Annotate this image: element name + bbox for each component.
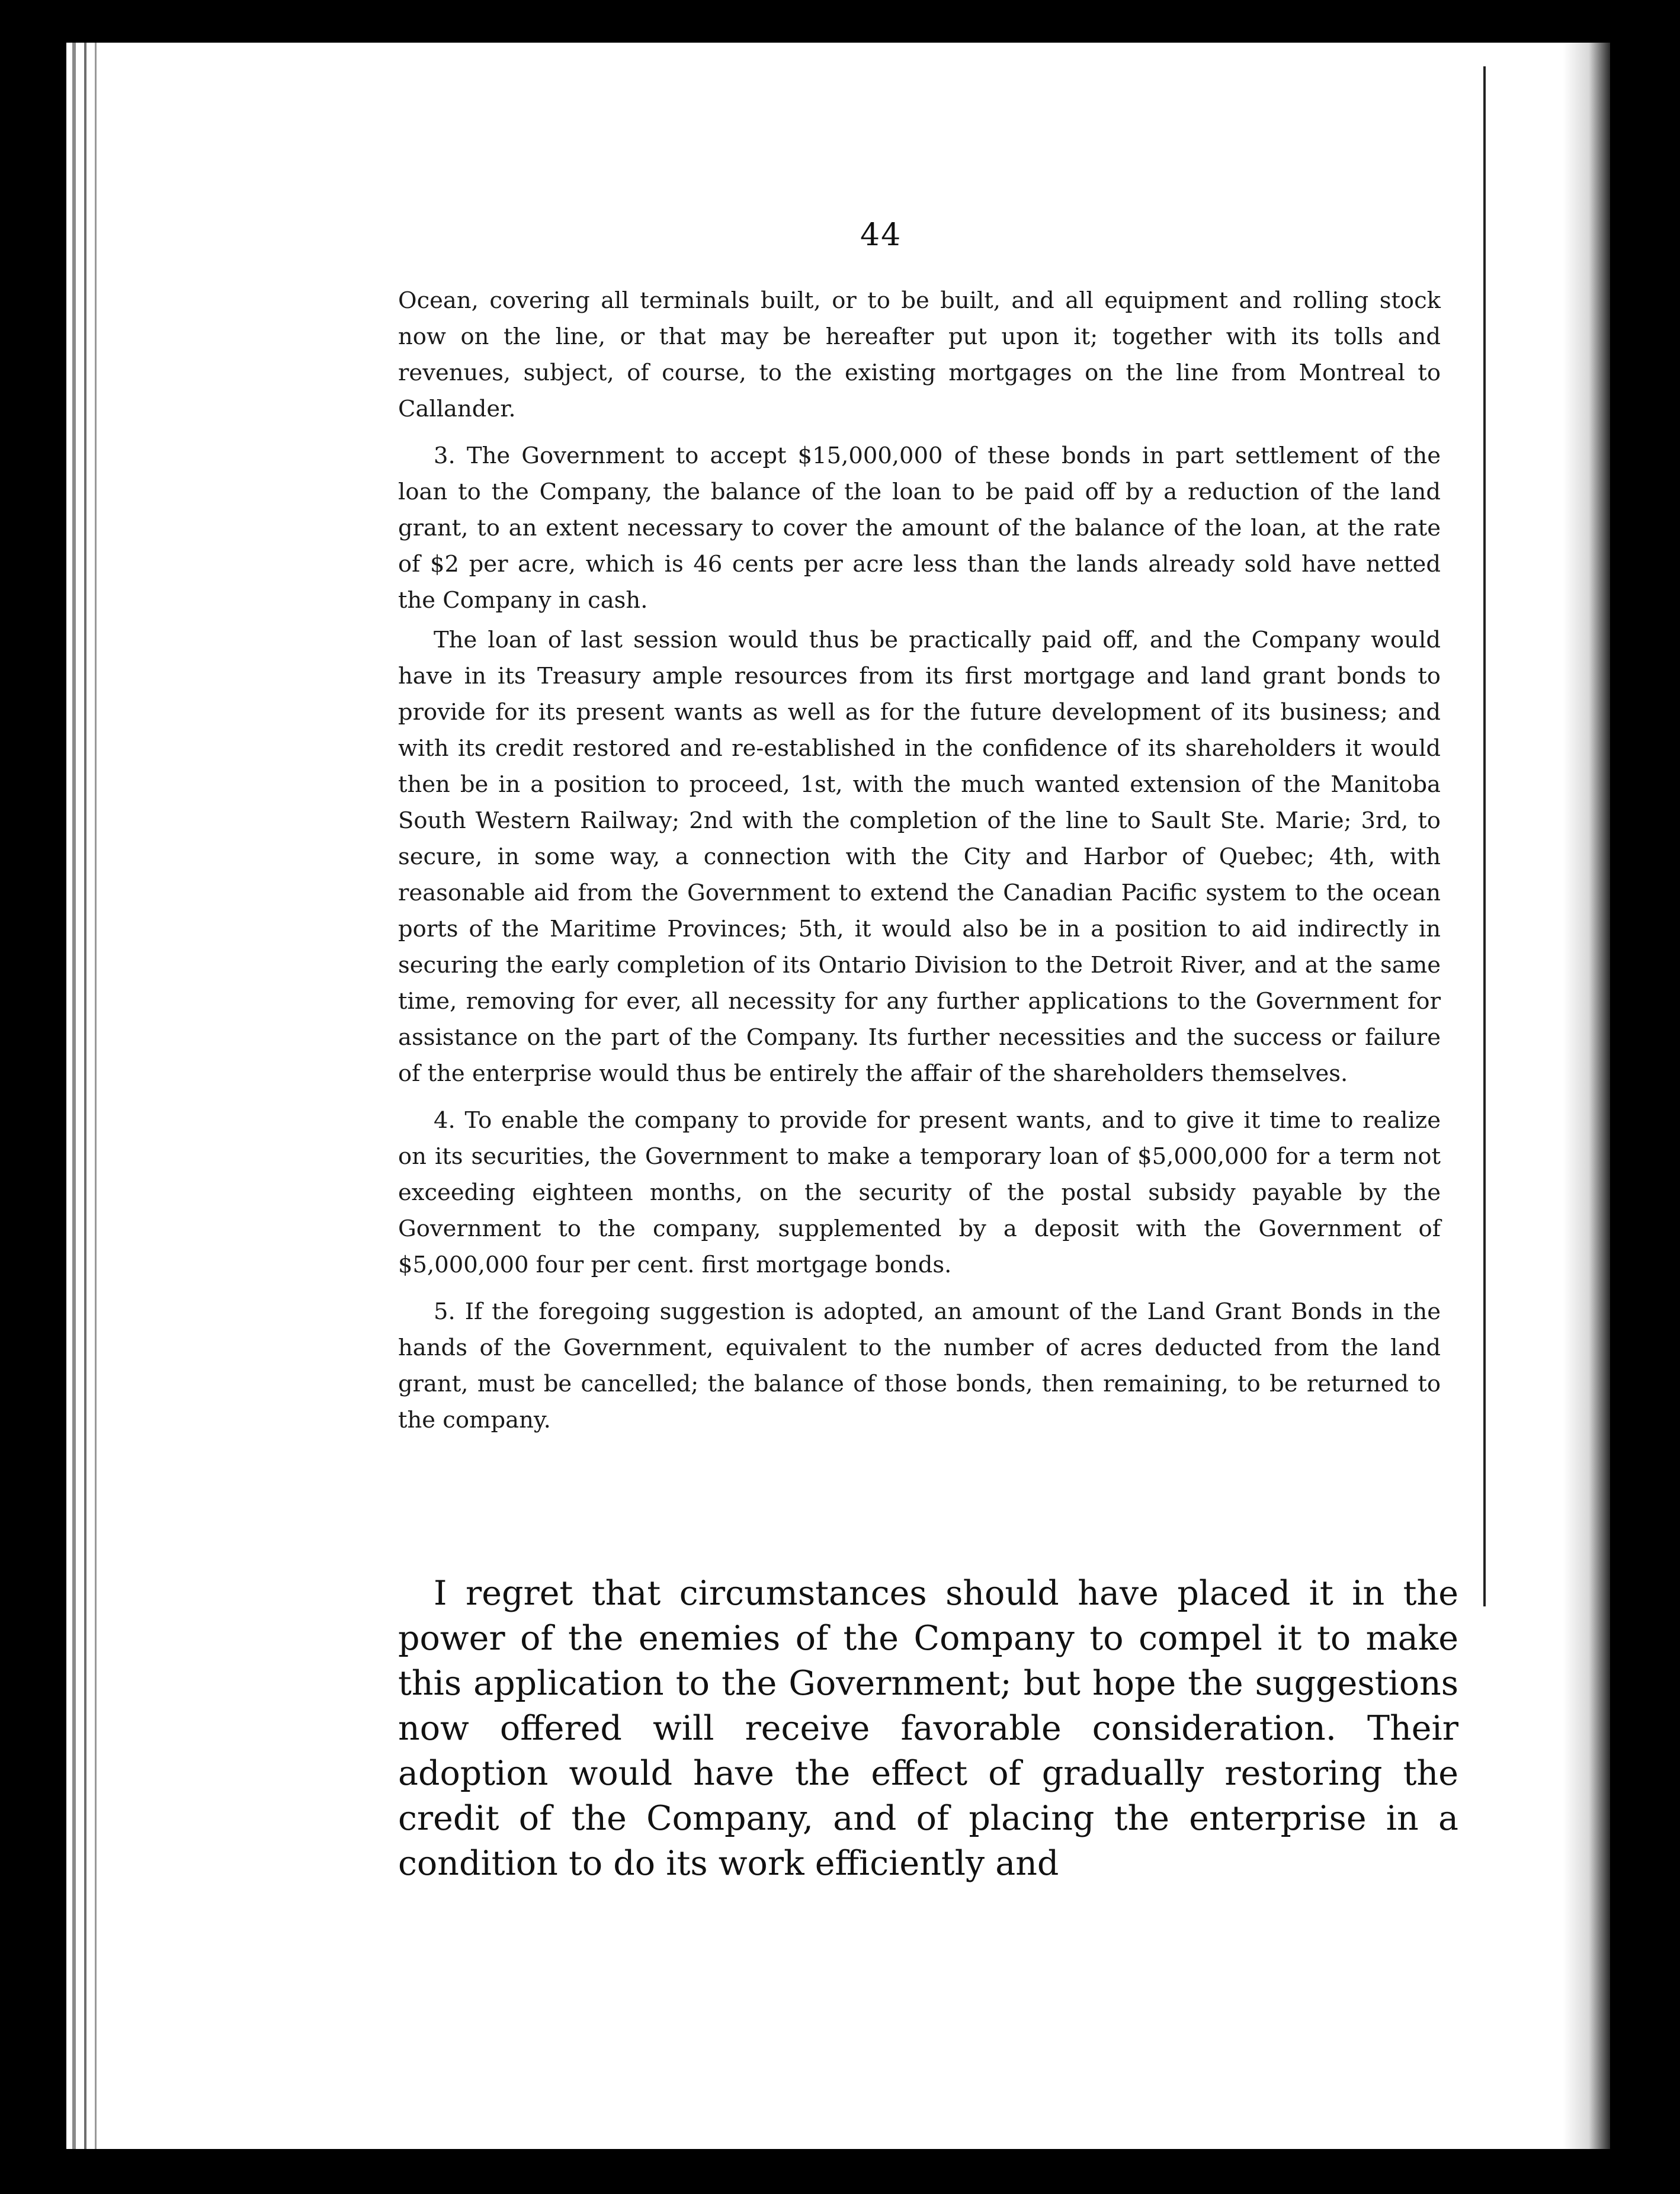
paragraph-item-4: 4. To enable the company to provide for present wants, and to give it time to realize on its securities, the Government to make a temporary loan of $5,000,000 for a term not exceeding eighteen months, on the security of the postal subsidy payable by the Government to the company, supplemented by a deposit with the Government of $5,000,000 four per cent. first mortgage bonds. [398,1107,1441,1278]
page-fold-line [1483,66,1486,1606]
binding-edge [84,43,86,2149]
page-edge-shadow [1563,43,1610,2149]
binding-edge [72,43,76,2149]
continuation-paragraph: Ocean, covering all terminals built, or to be built, and all equipment and rolling stock now on the line, or that may be hereafter put upon it; together with its tolls and revenues, subject, of course, to the existing mortgages on the line from Montreal to Callander. [398,287,1441,422]
scanned-page [66,43,1610,2149]
large-print-paragraph: I regret that circumstances should have placed it in the power of the enemies of the Company to compel it to make this application to the Government; but hope the suggestions now offered will receive favorable consideration. Their adoption would have the effect of gradually restoring the credit of the Company, and of placing the enterprise in a condition to do its work efficiently and [398,1574,1458,1883]
small-print-section [398,283,1441,1449]
paragraph-item-5: 5. If the foregoing suggestion is adopted, an amount of the Land Grant Bonds in the hands of the Government, equivalent to the number of acres deducted from the land grant, must be cancelled; the balance of those bonds, then remaining, to be returned to the company. [398,1298,1441,1433]
binding-edge [95,43,97,2149]
paragraph-item-3-continued: The loan of last session would thus be practically paid off, and the Company would have in its Treasury ample resources from its first mortgage and land grant bonds to provide for its present wants as well as for the future development of its business; and with its credit restored and re-established in the confidence of its shareholders it would then be in a position to proceed, 1st, with the much wanted extension of the Manitoba South Western Railway; 2nd with the completion of the line to Sault Ste. Marie; 3rd, to secure, in some way, a connection with the City and Harbor of Quebec; 4th, with reasonable aid from the Government to extend the Canadian Pacific system to the ocean ports of the Maritime Provinces; 5th, it would also be in a position to aid indirectly in securing the early completion of its Ontario Division to the Detroit River, and at the same time, removing for ever, all necessity for any further applications to the Government for assistance on the part of the Company. Its further necessities and the success or failure of the enterprise would thus be entirely the affair of the shareholders themselves. [398,627,1441,1087]
page-number: 44 [860,217,902,253]
paragraph-item-3: 3. The Government to accept $15,000,000 of these bonds in part settlement of the loan to the Company, the balance of the loan to be paid off by a reduction of the land grant, to an extent necessary to cover the amount of the balance of the loan, at the rate of $2 per acre, which is 46 cents per acre less than the lands already sold have netted the Company in cash. [398,442,1441,614]
